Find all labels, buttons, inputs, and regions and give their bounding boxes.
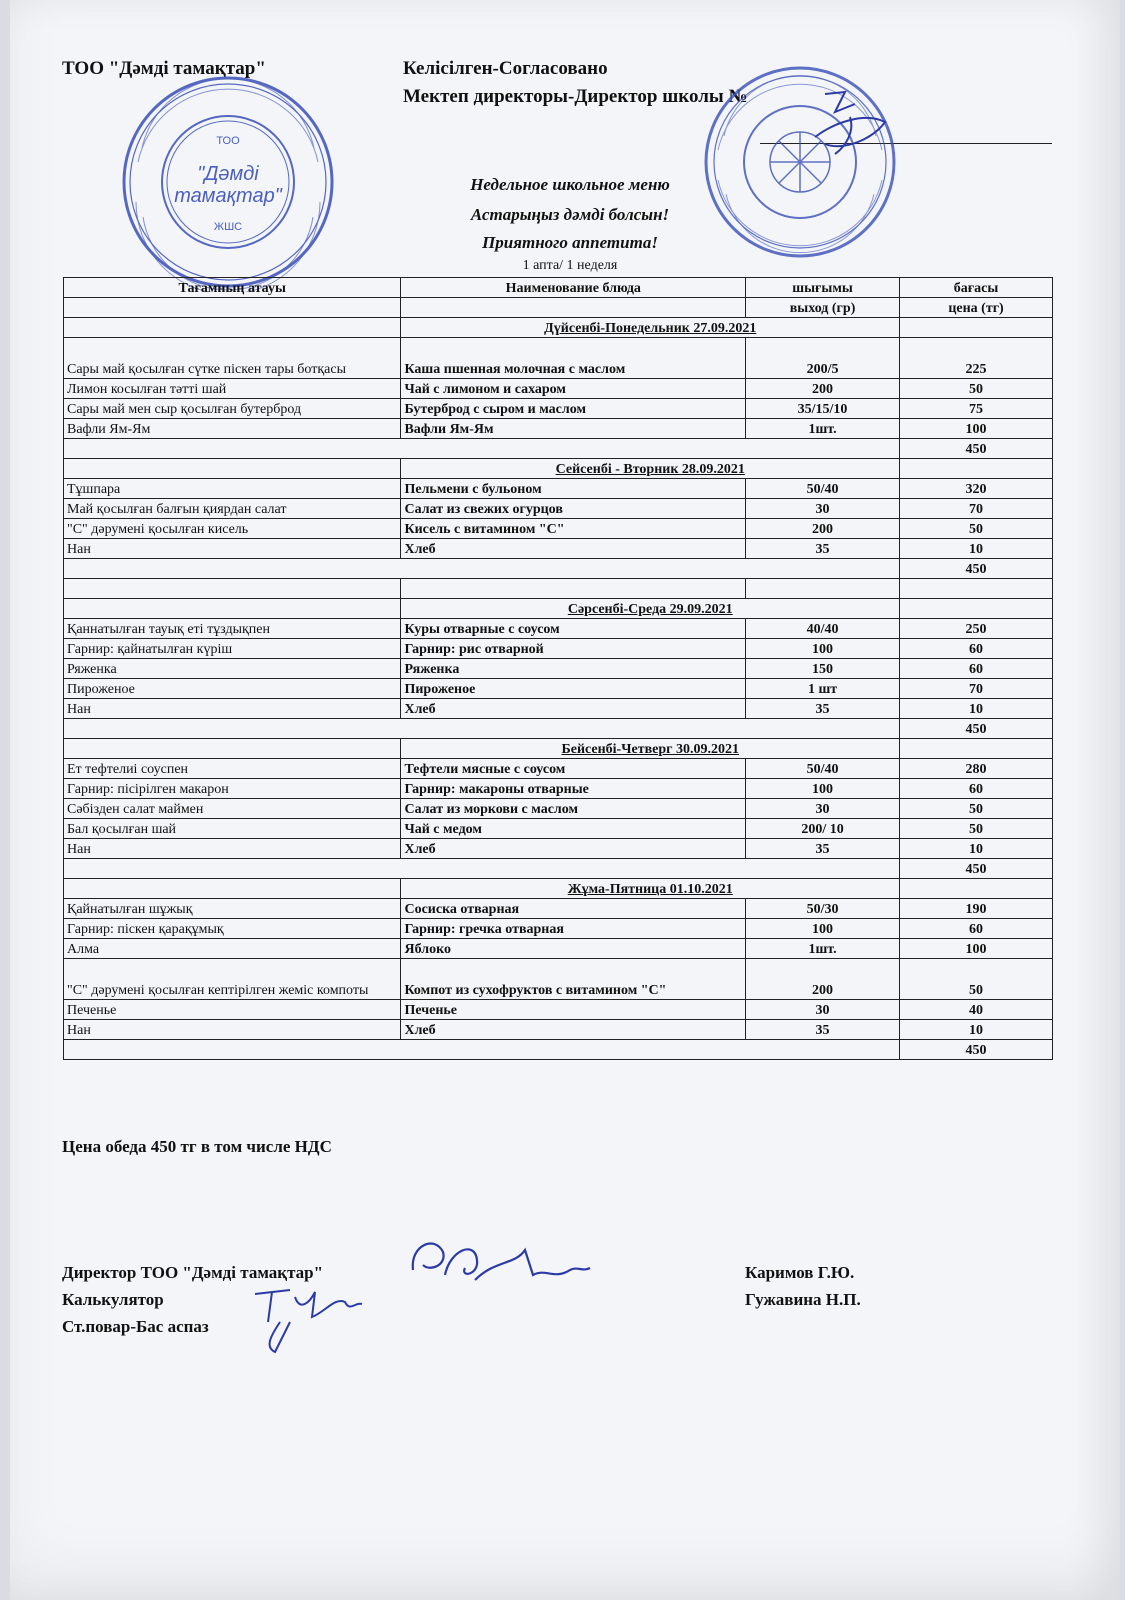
empty-cell bbox=[64, 439, 900, 459]
lunch-price-note: Цена обеда 450 тг в том числе НДС bbox=[62, 1137, 332, 1156]
dish-name-ru: Тефтели мясные с соусом bbox=[401, 759, 746, 779]
table-row bbox=[64, 1020, 1053, 1040]
company-stamp bbox=[118, 72, 338, 292]
day-title-row bbox=[64, 459, 1053, 479]
dish-name-ru: Хлеб bbox=[401, 539, 746, 559]
dish-name-ru: Хлеб bbox=[401, 1020, 746, 1040]
dish-yield: 35 bbox=[746, 539, 900, 559]
day-total-row bbox=[64, 559, 1053, 579]
table-row bbox=[64, 779, 1053, 799]
empty-cell bbox=[746, 579, 900, 599]
table-row bbox=[64, 839, 1053, 859]
table-row bbox=[64, 379, 1053, 399]
dish-name-ru: Чай с медом bbox=[401, 819, 746, 839]
dish-price: 10 bbox=[900, 1020, 1053, 1040]
dish-name-kz: Нан bbox=[64, 839, 401, 859]
empty-cell bbox=[64, 739, 401, 759]
approval-line-1: Келісілген-Согласовано bbox=[403, 58, 608, 79]
header-price-ru: цена (тг) bbox=[900, 298, 1053, 318]
day-title-row bbox=[64, 739, 1053, 759]
dish-price: 100 bbox=[900, 939, 1053, 959]
calculator-name: Гужавина Н.П. bbox=[745, 1290, 861, 1309]
empty-cell bbox=[900, 579, 1053, 599]
dish-price: 10 bbox=[900, 839, 1053, 859]
dish-name-kz: "С" дәрумені қосылған кисель bbox=[64, 519, 401, 539]
dish-name-kz: Нан bbox=[64, 539, 401, 559]
document-page bbox=[10, 0, 1120, 1600]
dish-name-kz: Сары май мен сыр қосылған бутерброд bbox=[64, 399, 401, 419]
dish-name-ru: Компот из сухофруктов с витамином "С" bbox=[401, 959, 746, 1000]
dish-name-ru: Бутерброд с сыром и маслом bbox=[401, 399, 746, 419]
stamp-left-name-2: тамақтар" bbox=[174, 185, 282, 207]
dish-yield: 30 bbox=[746, 1000, 900, 1020]
spacer-row bbox=[64, 579, 1053, 599]
dish-price: 10 bbox=[900, 699, 1053, 719]
empty-cell bbox=[900, 318, 1053, 338]
dish-name-kz: Алма bbox=[64, 939, 401, 959]
dish-name-kz: Печенье bbox=[64, 1000, 401, 1020]
dish-price: 70 bbox=[900, 679, 1053, 699]
dish-yield: 150 bbox=[746, 659, 900, 679]
dish-name-kz: Қаннатылған тауық еті тұздықпен bbox=[64, 619, 401, 639]
dish-name-ru: Куры отварные с соусом bbox=[401, 619, 746, 639]
dish-name-kz: Лимон косылған тәтті шай bbox=[64, 379, 401, 399]
table-row bbox=[64, 659, 1053, 679]
dish-price: 75 bbox=[900, 399, 1053, 419]
director-title: Директор ТОО "Дәмді тамақтар" bbox=[62, 1263, 324, 1282]
dish-yield: 50/30 bbox=[746, 899, 900, 919]
header-empty bbox=[64, 298, 401, 318]
empty-cell bbox=[401, 579, 746, 599]
dish-name-ru: Хлеб bbox=[401, 699, 746, 719]
day-title: Жұма-Пятница 01.10.2021 bbox=[401, 879, 900, 899]
dish-price: 50 bbox=[900, 379, 1053, 399]
header-row-2 bbox=[64, 298, 1053, 318]
table-row bbox=[64, 819, 1053, 839]
dish-name-ru: Ряженка bbox=[401, 659, 746, 679]
dish-yield: 35/15/10 bbox=[746, 399, 900, 419]
dish-name-kz: Сәбізден салат маймен bbox=[64, 799, 401, 819]
stamp-left-name-1: "Дәмді bbox=[197, 163, 259, 185]
empty-cell bbox=[900, 599, 1053, 619]
dish-yield: 50/40 bbox=[746, 479, 900, 499]
empty-cell bbox=[64, 559, 900, 579]
empty-cell bbox=[64, 859, 900, 879]
dish-price: 190 bbox=[900, 899, 1053, 919]
table-row bbox=[64, 639, 1053, 659]
dish-name-ru: Гарнир: гречка отварная bbox=[401, 919, 746, 939]
dish-name-kz: Нан bbox=[64, 1020, 401, 1040]
day-title: Дүйсенбі-Понедельник 27.09.2021 bbox=[401, 318, 900, 338]
dish-name-ru: Салат из моркови с маслом bbox=[401, 799, 746, 819]
dish-name-ru: Гарнир: макароны отварные bbox=[401, 779, 746, 799]
intro-line-1: Недельное школьное меню bbox=[470, 175, 670, 194]
dish-yield: 100 bbox=[746, 639, 900, 659]
table-row bbox=[64, 939, 1053, 959]
dish-yield: 200 bbox=[746, 959, 900, 1000]
day-total: 450 bbox=[900, 859, 1053, 879]
dish-name-kz: Май қосылған балғын қиярдан салат bbox=[64, 499, 401, 519]
dish-price: 70 bbox=[900, 499, 1053, 519]
day-title-row bbox=[64, 318, 1053, 338]
dish-name-ru: Каша пшенная молочная с маслом bbox=[401, 338, 746, 379]
dish-name-kz: Гарнир: піскен қарақұмық bbox=[64, 919, 401, 939]
dish-price: 60 bbox=[900, 639, 1053, 659]
header-price-kz: бағасы bbox=[900, 278, 1053, 298]
empty-cell bbox=[900, 459, 1053, 479]
calculator-signature bbox=[250, 1282, 370, 1357]
empty-cell bbox=[64, 599, 401, 619]
day-total: 450 bbox=[900, 439, 1053, 459]
dish-price: 280 bbox=[900, 759, 1053, 779]
intro-line-3: Приятного аппетита! bbox=[482, 233, 658, 252]
day-title: Сәрсенбі-Среда 29.09.2021 bbox=[401, 599, 900, 619]
table-row bbox=[64, 539, 1053, 559]
dish-name-kz: Тұшпара bbox=[64, 479, 401, 499]
day-total-row bbox=[64, 719, 1053, 739]
dish-yield: 35 bbox=[746, 699, 900, 719]
dish-price: 40 bbox=[900, 1000, 1053, 1020]
day-total-row bbox=[64, 439, 1053, 459]
dish-name-ru: Чай с лимоном и сахаром bbox=[401, 379, 746, 399]
dish-name-kz: Бал қосылған шай bbox=[64, 819, 401, 839]
day-total-row bbox=[64, 859, 1053, 879]
table-row bbox=[64, 679, 1053, 699]
menu-table bbox=[63, 277, 1053, 1060]
dish-name-ru: Печенье bbox=[401, 1000, 746, 1020]
dish-yield: 30 bbox=[746, 499, 900, 519]
day-total: 450 bbox=[900, 1040, 1053, 1060]
dish-price: 225 bbox=[900, 338, 1053, 379]
table-row bbox=[64, 699, 1053, 719]
dish-name-ru: Сосиска отварная bbox=[401, 899, 746, 919]
dish-name-ru: Пельмени с бульоном bbox=[401, 479, 746, 499]
header-ru: Наименование блюда bbox=[401, 278, 746, 298]
stamp-left-bottom: ЖШС bbox=[213, 221, 243, 233]
dish-name-kz: Ряженка bbox=[64, 659, 401, 679]
director-name: Каримов Г.Ю. bbox=[745, 1263, 855, 1282]
table-row bbox=[64, 338, 1053, 379]
approval-line-2: Мектеп директоры-Директор школы № bbox=[403, 86, 748, 107]
dish-yield: 200 bbox=[746, 379, 900, 399]
table-row bbox=[64, 479, 1053, 499]
dish-name-kz: "С" дәрумені қосылған кептірілген жеміс компоты bbox=[64, 959, 401, 1000]
stamp-left-top: ТОО bbox=[216, 135, 240, 147]
header-empty bbox=[401, 298, 746, 318]
dish-price: 250 bbox=[900, 619, 1053, 639]
day-title-row bbox=[64, 599, 1053, 619]
dish-price: 60 bbox=[900, 659, 1053, 679]
header-row-1 bbox=[64, 278, 1053, 298]
chef-title: Ст.повар-Бас аспаз bbox=[62, 1317, 209, 1336]
table-row bbox=[64, 419, 1053, 439]
table-row bbox=[64, 1000, 1053, 1020]
table-row bbox=[64, 959, 1053, 1000]
dish-name-kz: Вафли Ям-Ям bbox=[64, 419, 401, 439]
empty-cell bbox=[64, 579, 401, 599]
company-name: ТОО "Дәмді тамақтар" bbox=[62, 58, 266, 79]
dish-yield: 1 шт bbox=[746, 679, 900, 699]
header-yield-ru: выход (гр) bbox=[746, 298, 900, 318]
dish-price: 10 bbox=[900, 539, 1053, 559]
dish-price: 50 bbox=[900, 819, 1053, 839]
table-row bbox=[64, 619, 1053, 639]
dish-name-kz: Сары май қосылған сүтке піскен тары ботқасы bbox=[64, 338, 401, 379]
day-title: Сейсенбі - Вторник 28.09.2021 bbox=[401, 459, 900, 479]
dish-price: 60 bbox=[900, 919, 1053, 939]
day-title: Бейсенбі-Четверг 30.09.2021 bbox=[401, 739, 900, 759]
dish-yield: 50/40 bbox=[746, 759, 900, 779]
dish-price: 50 bbox=[900, 519, 1053, 539]
dish-yield: 100 bbox=[746, 919, 900, 939]
empty-cell bbox=[64, 719, 900, 739]
dish-name-ru: Кисель с витамином "С" bbox=[401, 519, 746, 539]
week-label: 1 апта/ 1 неделя bbox=[522, 258, 618, 273]
dish-name-ru: Хлеб bbox=[401, 839, 746, 859]
dish-yield: 35 bbox=[746, 1020, 900, 1040]
empty-cell bbox=[900, 879, 1053, 899]
calculator-title: Калькулятор bbox=[62, 1290, 164, 1309]
day-title-row bbox=[64, 879, 1053, 899]
empty-cell bbox=[64, 1040, 900, 1060]
dish-price: 100 bbox=[900, 419, 1053, 439]
table-row bbox=[64, 759, 1053, 779]
table-row bbox=[64, 799, 1053, 819]
dish-price: 50 bbox=[900, 799, 1053, 819]
dish-price: 50 bbox=[900, 959, 1053, 1000]
dish-yield: 100 bbox=[746, 779, 900, 799]
dish-yield: 1шт. bbox=[746, 939, 900, 959]
dish-price: 320 bbox=[900, 479, 1053, 499]
dish-price: 60 bbox=[900, 779, 1053, 799]
table-row bbox=[64, 919, 1053, 939]
dish-name-ru: Яблоко bbox=[401, 939, 746, 959]
table-row bbox=[64, 399, 1053, 419]
header-kz: Тағамның атауы bbox=[64, 278, 401, 298]
dish-yield: 200/5 bbox=[746, 338, 900, 379]
dish-yield: 200 bbox=[746, 519, 900, 539]
dish-yield: 30 bbox=[746, 799, 900, 819]
school-director-signature bbox=[805, 82, 895, 162]
header-yield-kz: шығымы bbox=[746, 278, 900, 298]
empty-cell bbox=[900, 739, 1053, 759]
day-total: 450 bbox=[900, 559, 1053, 579]
dish-name-kz: Қайнатылған шұжық bbox=[64, 899, 401, 919]
intro-line-2: Астарыңыз дәмді болсын! bbox=[470, 205, 670, 224]
dish-name-ru: Гарнир: рис отварной bbox=[401, 639, 746, 659]
director-signature bbox=[405, 1230, 605, 1310]
day-total: 450 bbox=[900, 719, 1053, 739]
dish-yield: 200/ 10 bbox=[746, 819, 900, 839]
dish-name-kz: Гарнир: пісірілген макарон bbox=[64, 779, 401, 799]
day-total-row bbox=[64, 1040, 1053, 1060]
table-row bbox=[64, 519, 1053, 539]
dish-name-kz: Нан bbox=[64, 699, 401, 719]
dish-yield: 35 bbox=[746, 839, 900, 859]
dish-name-ru: Вафли Ям-Ям bbox=[401, 419, 746, 439]
dish-name-kz: Гарнир: қайнатылған күріш bbox=[64, 639, 401, 659]
table-row bbox=[64, 899, 1053, 919]
empty-cell bbox=[64, 459, 401, 479]
dish-name-kz: Пироженое bbox=[64, 679, 401, 699]
dish-name-kz: Ет тефтелиі соуспен bbox=[64, 759, 401, 779]
table-row bbox=[64, 499, 1053, 519]
dish-yield: 40/40 bbox=[746, 619, 900, 639]
empty-cell bbox=[64, 318, 401, 338]
empty-cell bbox=[64, 879, 401, 899]
dish-yield: 1шт. bbox=[746, 419, 900, 439]
dish-name-ru: Салат из свежих огурцов bbox=[401, 499, 746, 519]
dish-name-ru: Пироженое bbox=[401, 679, 746, 699]
